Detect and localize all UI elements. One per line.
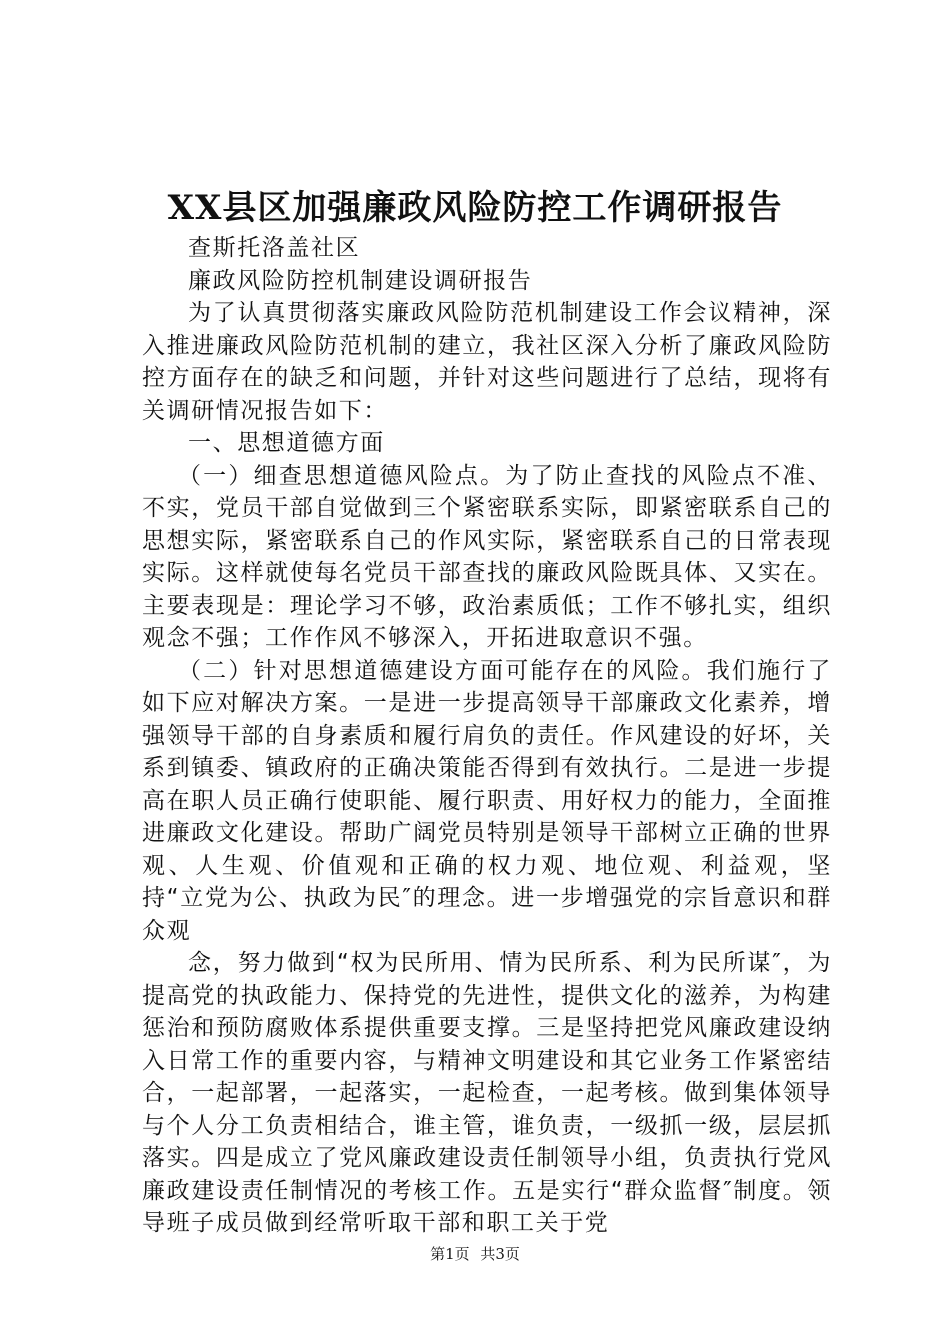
paragraph-report-subtitle: 廉政风险防控机制建设调研报告 — [188, 267, 533, 294]
page-footer — [0, 1244, 950, 1264]
paragraph-intro: 为了认真贯彻落实廉政风险防范机制建设工作会议精神，深入推进廉政风险防范机制的建立，我社区深入分析了廉政风险防控方面存在的缺乏和问题，并针对这些问题进行了总结，现将有关调研情况报告如下： — [142, 300, 832, 424]
page-number: 第1页 — [430, 1245, 470, 1263]
document-body — [142, 232, 832, 1240]
paragraph-community-name: 查斯托洛盖社区 — [188, 235, 361, 261]
paragraph-continuation: 念，努力做到“权为民所用、情为民所系、利为民所谋″，为提高党的执政能力、保持党的先进性，提供文化的滋养，为构建惩治和预防腐败体系提供重要支撑。三是坚持把党风廉政建设纳入日常工作的重要内容，与精神文明建设和其它业务工作紧密结合，一起部署，一起落实，一起检查，一起考核。做到集体领导与个人分工负责相结合，谁主管，谁负责，一级抓一级，层层抓落实。四是成立了党风廉政建设责任制领导小组，负责执行党风廉政建设责任制情况的考核工作。五是实行“群众监督″制度。领导班子成员做到经常听取干部和职工关于党 — [142, 950, 832, 1236]
page-total: 共3页 — [480, 1245, 520, 1263]
paragraph-item-one: （一）细查思想道德风险点。为了防止查找的风险点不准、不实，党员干部自觉做到三个紧密联系实际，即紧密联系自己的思想实际，紧密联系自己的作风实际，紧密联系自己的日常表现实际。这样就使每名党员干部查找的廉政风险既具体、又实在。主要表现是：理论学习不够，政治素质低；工作不够扎实，组织观念不强；工作作风不够深入，开拓进取意识不强。 — [142, 462, 832, 651]
document-title: XX县区加强廉政风险防控工作调研报告 — [167, 188, 783, 228]
paragraph-item-two: （二）针对思想道德建设方面可能存在的风险。我们施行了如下应对解决方案。一是进一步提高领导干部廉政文化素养，增强领导干部的自身素质和履行肩负的责任。作风建设的好坏，关系到镇委、镇政府的正确决策能否得到有效执行。二是进一步提高在职人员正确行使职能、履行职责、用好权力的能力，全面推进廉政文化建设。帮助广阔党员特别是领导干部树立正确的世界观、人生观、价值观和正确的权力观、地位观、利益观，坚持“立党为公、执政为民″的理念。进一步增强党的宗旨意识和群众观 — [142, 657, 832, 944]
paragraph-section-heading: 一、思想道德方面 — [188, 430, 385, 456]
